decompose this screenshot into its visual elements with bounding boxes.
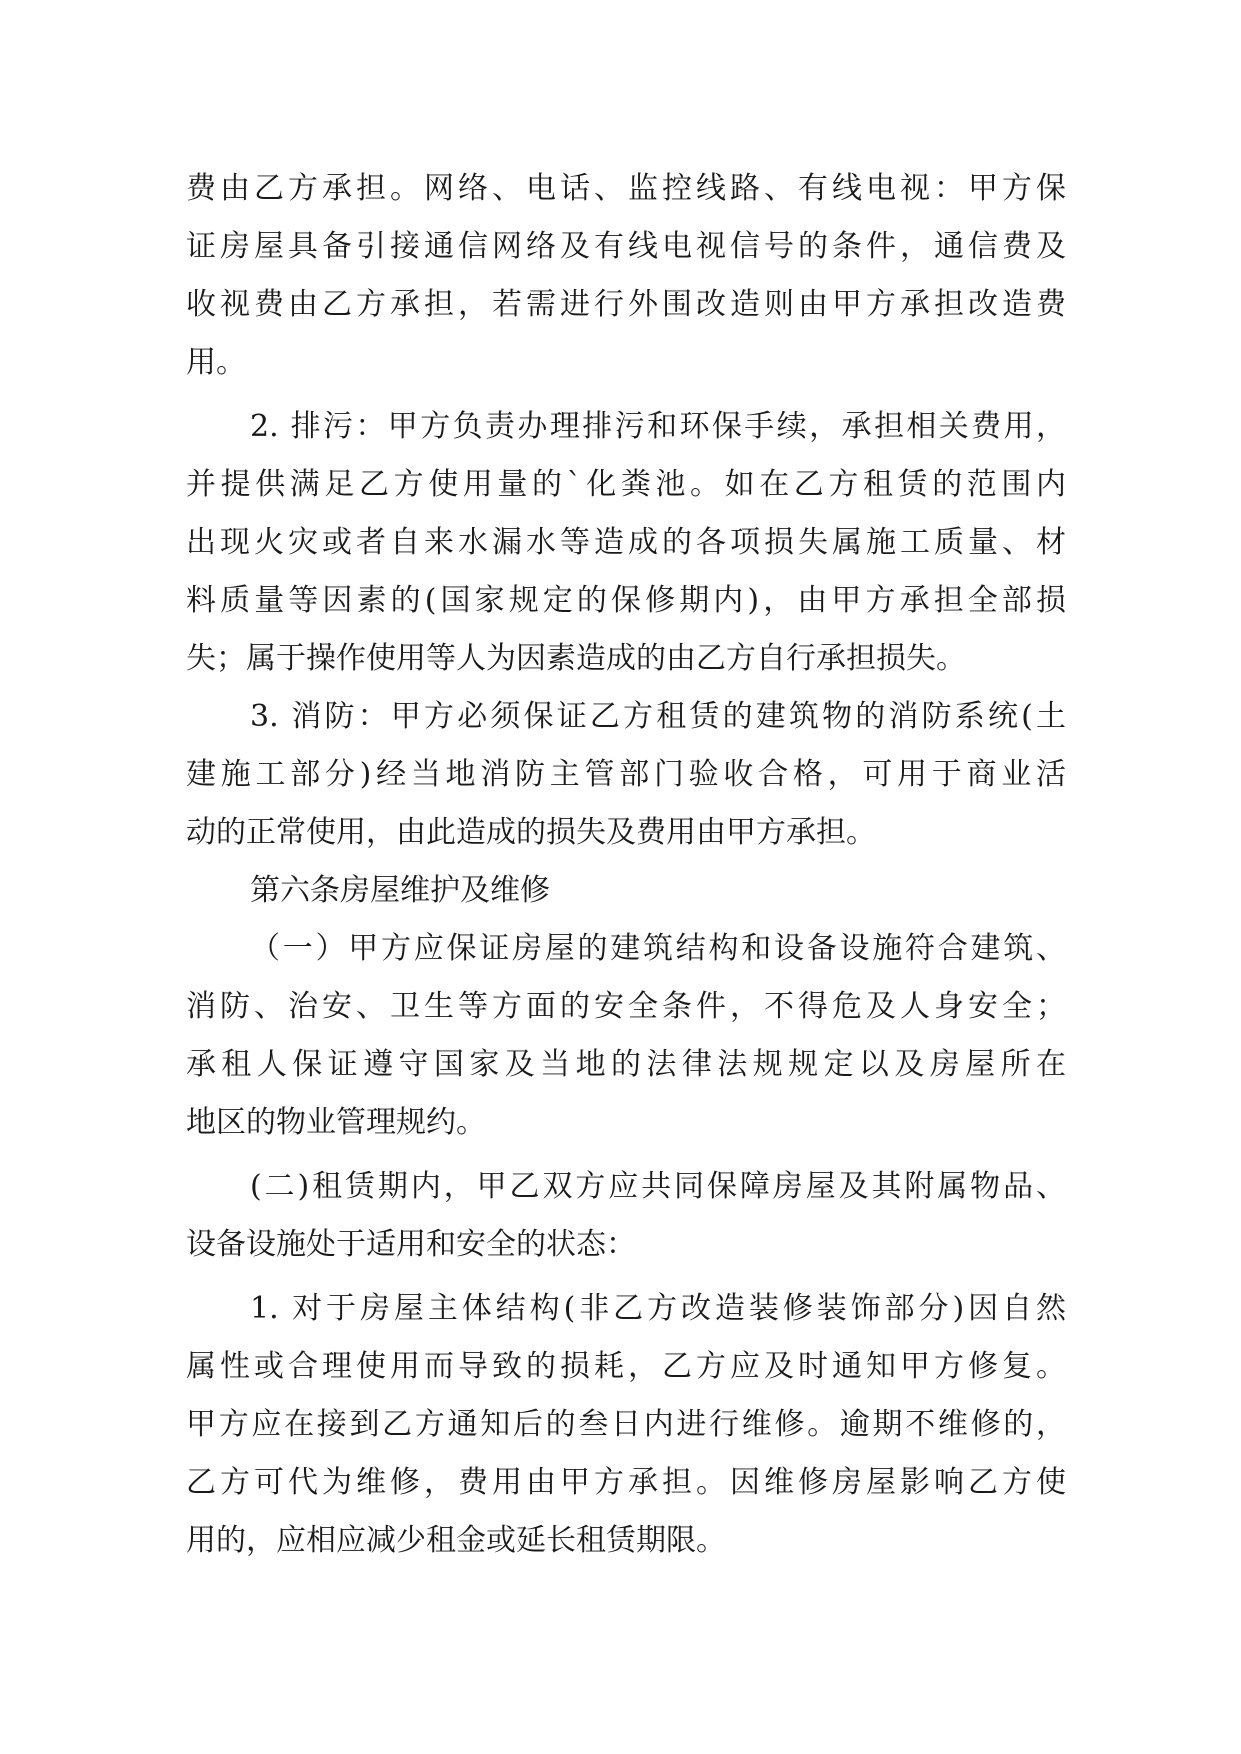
text-line: 设备设施处于适用和安全的状态： <box>186 1227 636 1262</box>
paragraph-clause-two-item-one <box>186 1280 1066 1570</box>
section-heading: 第六条房屋维护及维修 <box>250 873 550 908</box>
text-line: 消防、治安、卫生等方面的安全条件，不得危及人身安全； <box>186 989 1066 1024</box>
text-line: 属性或合理使用而导致的损耗，乙方应及时通知甲方修复。 <box>186 1349 1066 1384</box>
text-line: 建施工部分)经当地消防主管部门验收合格，可用于商业活 <box>186 757 1066 792</box>
text-line: 证房屋具备引接通信网络及有线电视信号的条件，通信费及 <box>186 229 1066 264</box>
text-line: 承租人保证遵守国家及当地的法律法规规定以及房屋所在 <box>186 1047 1066 1082</box>
text-line: 1. 对于房屋主体结构(非乙方改造装修装饰部分)因自然 <box>250 1291 1066 1326</box>
text-line: 3. 消防：甲方必须保证乙方租赁的建筑物的消防系统(土 <box>250 699 1066 734</box>
text-line: 并提供满足乙方使用量的`化粪池。如在乙方租赁的范围内 <box>186 467 1066 502</box>
article-heading <box>186 862 1066 920</box>
text-line: 用的，应相应减少租金或延长租赁期限。 <box>186 1523 726 1558</box>
text-line: 失；属于操作使用等人为因素造成的由乙方自行承担损失。 <box>186 641 966 676</box>
paragraph-utilities-continued <box>186 160 1066 392</box>
paragraph-fire <box>186 688 1066 862</box>
text-line: 地区的物业管理规约。 <box>186 1105 486 1140</box>
text-line: 甲方应在接到乙方通知后的叁日内进行维修。逾期不维修的， <box>186 1407 1066 1442</box>
text-line: （一）甲方应保证房屋的建筑结构和设备设施符合建筑、 <box>250 931 1066 966</box>
document-body <box>186 160 1066 1570</box>
paragraph-drainage <box>186 398 1066 688</box>
paragraph-clause-one <box>186 920 1066 1152</box>
text-line: 动的正常使用，由此造成的损失及费用由甲方承担。 <box>186 815 876 850</box>
text-line: 出现火灾或者自来水漏水等造成的各项损失属施工质量、材 <box>186 525 1066 560</box>
paragraph-clause-two <box>186 1158 1066 1274</box>
text-line: 料质量等因素的(国家规定的保修期内)，由甲方承担全部损 <box>186 583 1066 618</box>
text-line: (二)租赁期内，甲乙双方应共同保障房屋及其附属物品、 <box>250 1169 1066 1204</box>
text-line: 乙方可代为维修，费用由甲方承担。因维修房屋影响乙方使 <box>186 1465 1066 1500</box>
text-line: 收视费由乙方承担，若需进行外围改造则由甲方承担改造费 <box>186 287 1066 322</box>
text-line: 用。 <box>186 345 246 380</box>
text-line: 费由乙方承担。网络、电话、监控线路、有线电视：甲方保 <box>186 171 1066 206</box>
text-line: 2. 排污：甲方负责办理排污和环保手续，承担相关费用， <box>250 409 1066 444</box>
